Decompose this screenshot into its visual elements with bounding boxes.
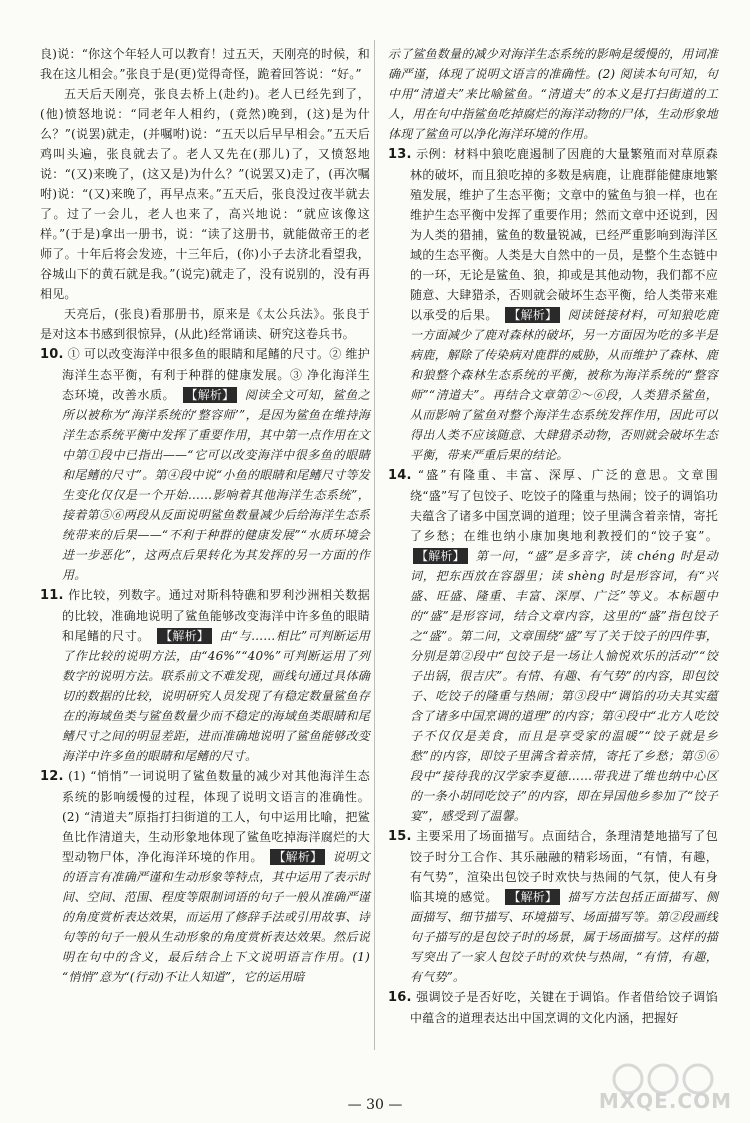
answer-item-10 bbox=[40, 344, 370, 585]
analysis-text: 描写方法包括正面描写、侧面描写、细节描写、环境描写、场面描写等。第②段画线句子描写的是包饺子时的场景，属于场面描写。这样的描写突出了一家人包饺子时的欢快与热闹，“有情，有趣，有气势”。 bbox=[410, 890, 719, 984]
analysis-label: 【解析】 bbox=[413, 548, 468, 564]
analysis-label: 【解析】 bbox=[183, 387, 238, 403]
question-number: 10. bbox=[40, 347, 64, 362]
translation-continuation: 良)说：“你这个年轻人可以教育！过五天，天刚亮的时候，和我在这儿相会。”张良于是(更)觉得奇怪，跪着回答说：“好。” bbox=[40, 47, 370, 81]
translation-paragraph: 天亮后，(张良)看那册书，原来是《太公兵法》。张良于是对这本书感到很惊异，(从此)经常诵读、研究这卷兵书。 bbox=[40, 307, 370, 341]
analysis-text: 阅读全文可知，鲨鱼之所以被称为“海洋系统的‘整容师’”，是因为鲨鱼在维持海洋生态系统平衡中发挥了重要作用，其中第一点作用在文中第①段中已指出——“它可以改变海洋中很多鱼的眼睛和尾鳍的尺寸”。第④段中说“小鱼的眼睛和尾鳍尺寸等发生变化仅仅是一个开始……影响着其他海洋生态系统”，接着第⑤⑥两段从反面说明鲨鱼数量减少后给海洋生态系统带来的后果——“不利于种群的健康发展”“水质环境会进一步恶化”，这两点后果转化为其发挥的另一方面的作用。 bbox=[62, 388, 371, 582]
analysis-text: 阅读链接材料，可知狼吃鹿一方面减少了鹿对森林的破坏，另一方面因为吃的多半是病鹿，解除了传染病对鹿群的威胁，从而维护了森林、鹿和狼整个森林生态系统的平衡，被称为海洋系统的“整容师”“清道夫”。再结合文章第②～⑥段，人类猎杀鲨鱼，从而影响了鲨鱼对整个海洋生态系统发挥作用，因此可以得出人类不应该随意、大肆猎杀动物，否则就会破坏生态平衡，带来严重后果的结论。 bbox=[410, 308, 719, 462]
question-number: 15. bbox=[388, 829, 412, 844]
question-number: 13. bbox=[388, 147, 412, 162]
answer-text: (1) “悄悄”一词说明了鲨鱼数量的减少对其他海洋生态系统的影响缓慢的过程，体现了说明文语言的准确性。 (2) “清道夫”原指打扫街道的工人，句中运用比喻，把鲨鱼比作清道夫，生动形象地体现了鲨鱼吃掉海洋腐烂的大型动物尸体，净化海洋环境的作用。 bbox=[62, 769, 371, 864]
answer-text: ① 可以改变海洋中很多鱼的眼睛和尾鳍的尺寸。② 维护海洋生态平衡，有利于种群的健康发展。③ 净化海洋生态环境，改善水质。 bbox=[62, 347, 370, 402]
analysis-text: 第一问，“盛”是多音字，读 chéng 时是动词，把东西放在容器里；读 shèng 时是形容词，有“兴盛、旺盛、隆重、丰富、深厚、广泛”等义。本标题中的“盛”是形容词，结合文章内容，这里的“盛”指包饺子之“盛”。第二问，文章围绕“盛”写了关于饺子的四件事，分别是第②段中“包饺子是一场让人愉悦欢乐的活动”“饺子出锅，很吉庆”。有情、有趣、有气势”的内容，即包饺子、吃饺子的隆重与热闹；第③段中“调馅的功夫其实蕴含了诸多中国烹调的道理”的内容；第④段中“北方人吃饺子不仅仅是美食，而且是享受家的温暖”“饺子就是乡愁”的内容，即饺子里满含着亲情，寄托了乡愁；第⑤⑥段中“接待我的汉学家李夏德……带我进了维也纳中心区的一条小胡同吃饺子”的内容，即在异国他乡参加了“饺子宴”，感受到了温馨。 bbox=[410, 549, 718, 823]
answer-text: 作比较，列数字。通过对斯科特礁和罗利沙洲相关数据的比较，准确地说明了鲨鱼能够改变海洋中许多鱼的眼睛和尾鳍的尺寸。 bbox=[62, 588, 370, 643]
analysis-text: 说明文的语言有准确严谨和生动形象等特点，其中运用了表示时间、空间、范围、程度等限制词语的句子一般从准确严谨的角度赏析表达效果，而运用了修辞手法或引用故事、诗句等的句子一般从生动形象的角度赏析表达效果。然后说明在句中的含义，最后结合上下文说明语言作用。(1) “悄悄”意为“(行动)不让人知道”，它的运用暗 bbox=[62, 850, 371, 984]
question-number: 11. bbox=[40, 588, 64, 603]
answer-item-14 bbox=[388, 465, 718, 826]
answer-text: 强调饺子是否好吃，关键在于调馅。作者借给饺子调馅中蕴含的道理表达出中国烹调的文化内涵，把握好 bbox=[410, 990, 718, 1025]
left-column bbox=[40, 44, 370, 987]
translation-paragraph: 五天后天刚亮，张良去桥上(赴约)。老人已经先到了，(他)愤怒地说：“同老年人相约，(竟然)晚到，(这)是为什么？”(说罢)就走，(并嘱咐)说：“五天以后早早相会。”五天后鸡叫头遍，张良就去了。老人又先在(那儿)了，又愤怒地说：“(又)来晚了，(这又是)为什么？”(说罢又)走了，(再次嘱咐)说：“(又)来晚了，再早点来。”五天后，张良没过夜半就去了。过了一会儿，老人也来了，高兴地说：“就应该像这样。”(于是)拿出一册书，说：“读了这册书，就能做帝王的老师了。十年后将会发迹，十三年后，(你)小子去济北看望我，谷城山下的黄石就是我。”(说完)就走了，没有说别的，没有再相见。 bbox=[40, 87, 370, 301]
analysis-label: 【解析】 bbox=[505, 889, 560, 905]
answer-item-16 bbox=[388, 987, 718, 1028]
question-number: 14. bbox=[388, 468, 412, 483]
watermark-site: MXQE.COM bbox=[598, 1089, 732, 1113]
right-column bbox=[388, 44, 718, 1028]
analysis-continuation: 示了鲨鱼数量的减少对海洋生态系统的影响是缓慢的，用词准确严谨，体现了说明文语言的准确性。(2) 阅读本句可知，句中用“清道夫”来比喻鲨鱼。“清道夫”的本义是打扫街道的工人，用在句中指鲨鱼吃掉腐烂的海洋动物的尸体，生动形象地体现了鲨鱼可以净化海洋环境的作用。 bbox=[388, 47, 718, 141]
analysis-label: 【解析】 bbox=[157, 628, 212, 644]
answer-item-15 bbox=[388, 826, 718, 987]
analysis-label: 【解析】 bbox=[270, 849, 325, 865]
analysis-label: 【解析】 bbox=[505, 307, 560, 323]
answer-text: “盛”有隆重、丰富、深厚、广泛的意思。文章围绕“盛”写了包饺子、吃饺子的隆重与热闹；饺子的调馅功夫蕴含了诸多中国烹调的道理；饺子里满含着亲情，寄托了乡愁；在维也纳小康加奥地利教授们的“饺子宴”。 bbox=[410, 468, 719, 543]
answer-text: 示例：材料中狼吃鹿遏制了因鹿的大量繁殖而对草原森林的破坏，而且狼吃掉的多数是病鹿，让鹿群能健康地繁殖发展，维护了生态平衡；文章中的鲨鱼与狼一样，也在维护生态平衡中发挥了重要作用；然而文章中还说到，因为人类的猎捕，鲨鱼的数量锐减，已经严重影响到海洋区域的生态平衡。人类是大自然中的一员，是整个生态链中的一环，无论是鲨鱼、狼，抑或是其他动物，我们都不应随意、大肆猎杀，否则就会破坏生态平衡，给人类带来难以承受的后果。 bbox=[410, 147, 718, 322]
answer-text: 主要采用了场面描写。点面结合，条理清楚地描写了包饺子时分工合作、其乐融融的精彩场面，“有情，有趣，有气势”，渲染出包饺子时欢快与热闹的气氛，使人有身临其境的感觉。 bbox=[410, 829, 718, 904]
question-number: 16. bbox=[388, 990, 412, 1005]
analysis-text: 由“与……相比”可判断运用了作比较的说明方法，由“46%”“40%”可判断运用了列数字的说明方法。联系前文不难发现，画线句通过具体确切的数据的比较，说明研究人员发现了有稳定数量鲨鱼存在的海域鱼类与鲨鱼数量少而不稳定的海域鱼类眼睛和尾鳍尺寸之间的明显差距，进而准确地说明了鲨鱼能够改变海洋中许多鱼的眼睛和尾鳍的尺寸。 bbox=[62, 629, 370, 763]
answer-item-11 bbox=[40, 585, 370, 766]
page-number: — 30 — bbox=[347, 1097, 403, 1113]
watermark-logo bbox=[568, 1057, 738, 1117]
column-divider bbox=[374, 40, 375, 1050]
answer-item-13 bbox=[388, 144, 718, 465]
answer-item-12 bbox=[40, 766, 370, 987]
question-number: 12. bbox=[40, 769, 64, 784]
